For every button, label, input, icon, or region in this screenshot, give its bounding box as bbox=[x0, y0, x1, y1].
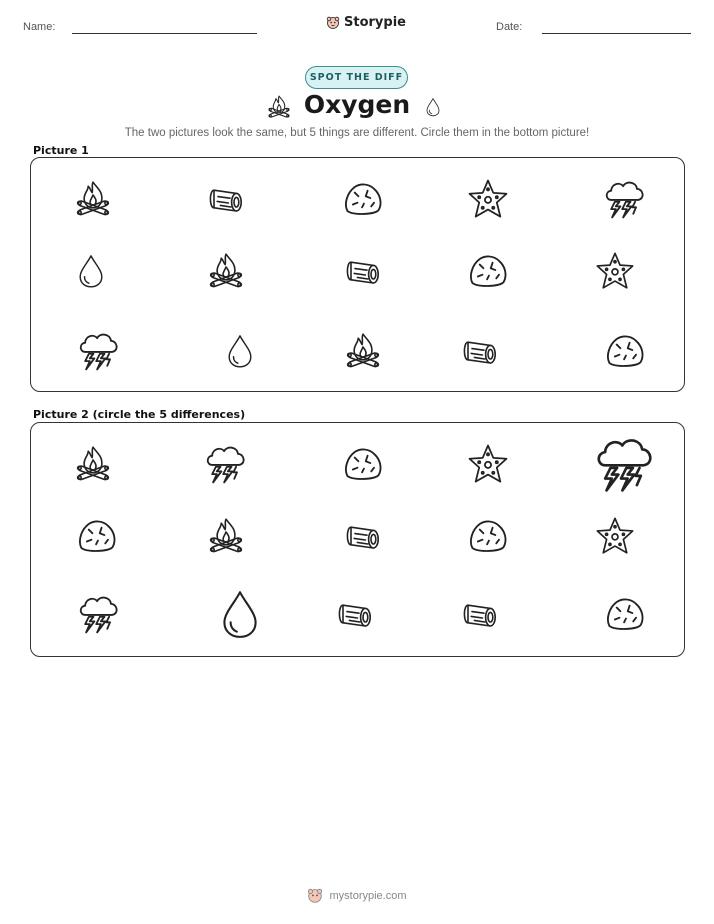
brand-name: Storypie bbox=[344, 15, 406, 30]
storm-cloud-icon bbox=[602, 176, 648, 222]
rock-icon bbox=[340, 176, 386, 222]
water-drop-icon bbox=[222, 328, 258, 374]
water-drop-icon[interactable] bbox=[214, 580, 266, 648]
title-water-drop-icon bbox=[423, 93, 443, 121]
name-label: Name: bbox=[23, 21, 56, 33]
footer-site: mystorypie.com bbox=[329, 890, 407, 902]
rock-icon[interactable] bbox=[602, 591, 648, 637]
rock-icon[interactable] bbox=[465, 513, 511, 559]
date-label: Date: bbox=[496, 21, 523, 33]
starfish-icon bbox=[466, 177, 510, 221]
starfish-icon[interactable] bbox=[466, 442, 510, 486]
page-title: Oxygen bbox=[303, 90, 411, 119]
picture2-panel[interactable] bbox=[30, 422, 685, 657]
campfire-icon bbox=[73, 176, 113, 222]
campfire-icon bbox=[343, 328, 383, 374]
log-icon bbox=[204, 179, 248, 219]
footer bbox=[0, 888, 714, 904]
log-icon[interactable] bbox=[458, 594, 502, 634]
title-campfire-icon bbox=[266, 93, 292, 121]
footer-mascot-icon bbox=[307, 888, 323, 904]
picture1-label: Picture 1 bbox=[33, 144, 89, 157]
spot-the-diff-badge: SPOT THE DIFF bbox=[305, 66, 408, 89]
campfire-icon[interactable] bbox=[73, 441, 113, 487]
date-line[interactable] bbox=[542, 33, 691, 34]
log-icon[interactable] bbox=[333, 594, 377, 634]
rock-icon bbox=[602, 328, 648, 374]
log-icon[interactable] bbox=[341, 516, 385, 556]
log-icon bbox=[341, 251, 385, 291]
instructions: The two pictures look the same, but 5 things are different. Circle them in the bottom picture! bbox=[124, 127, 590, 139]
starfish-icon bbox=[594, 250, 636, 292]
storm-cloud-icon[interactable] bbox=[76, 591, 122, 637]
campfire-icon bbox=[206, 248, 246, 294]
log-icon bbox=[458, 331, 502, 371]
brand-logo bbox=[326, 15, 406, 30]
picture1-panel bbox=[30, 157, 685, 392]
picture2-label: Picture 2 (circle the 5 differences) bbox=[33, 408, 246, 421]
storm-cloud-icon[interactable] bbox=[203, 441, 249, 487]
rock-icon bbox=[465, 248, 511, 294]
name-line[interactable] bbox=[72, 33, 257, 34]
campfire-icon[interactable] bbox=[206, 513, 246, 559]
mascot-icon bbox=[326, 16, 340, 30]
rock-icon[interactable] bbox=[340, 441, 386, 487]
water-drop-icon bbox=[73, 248, 109, 294]
storm-cloud-icon bbox=[76, 328, 122, 374]
rock-icon[interactable] bbox=[74, 513, 120, 559]
starfish-icon[interactable] bbox=[594, 515, 636, 557]
storm-cloud-icon[interactable] bbox=[592, 430, 658, 498]
